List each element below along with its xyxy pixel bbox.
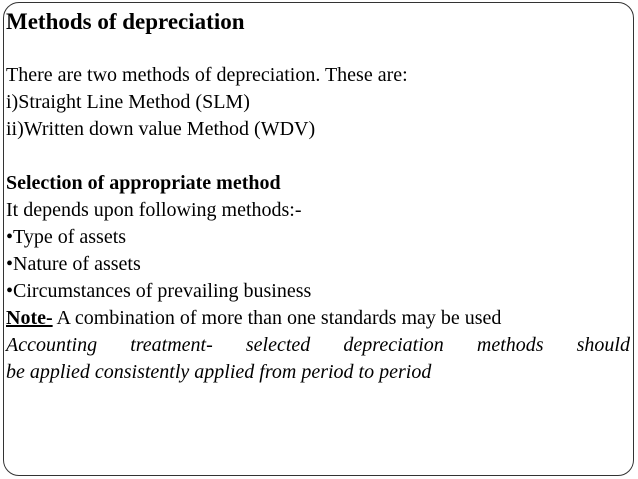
blank-line: [6, 143, 631, 170]
note-label: Note-: [6, 307, 53, 329]
bullet-text: Nature of assets: [13, 253, 141, 275]
selection-heading: Selection of appropriate method: [6, 172, 281, 194]
bullet-icon: •: [6, 226, 14, 248]
intro-text: There are two methods of depreciation. These are:: [6, 64, 408, 86]
bullet-icon: •: [6, 253, 14, 275]
note-text: A combination of more than one standards may be used: [52, 307, 502, 329]
method-item-slm: i)Straight Line Method (SLM): [6, 91, 250, 113]
treatment-line-2: be applied consistently applied from period to period: [6, 361, 432, 383]
bullet-item: [6, 224, 631, 251]
note-line: [6, 305, 631, 332]
slide-content: [6, 8, 631, 386]
bullet-text: Circumstances of prevailing business: [13, 280, 312, 302]
blank-line: [6, 35, 631, 62]
bullet-item: [6, 278, 631, 305]
slide-title: Methods of depreciation: [6, 9, 245, 34]
selection-intro: It depends upon following methods:-: [6, 199, 302, 221]
bullet-item: [6, 251, 631, 278]
bullet-text: Type of assets: [13, 226, 127, 248]
bullet-icon: •: [6, 280, 14, 302]
treatment-line-1: Accounting treatment- selected depreciation methods should: [6, 334, 630, 356]
method-item-wdv: ii)Written down value Method (WDV): [6, 118, 316, 140]
